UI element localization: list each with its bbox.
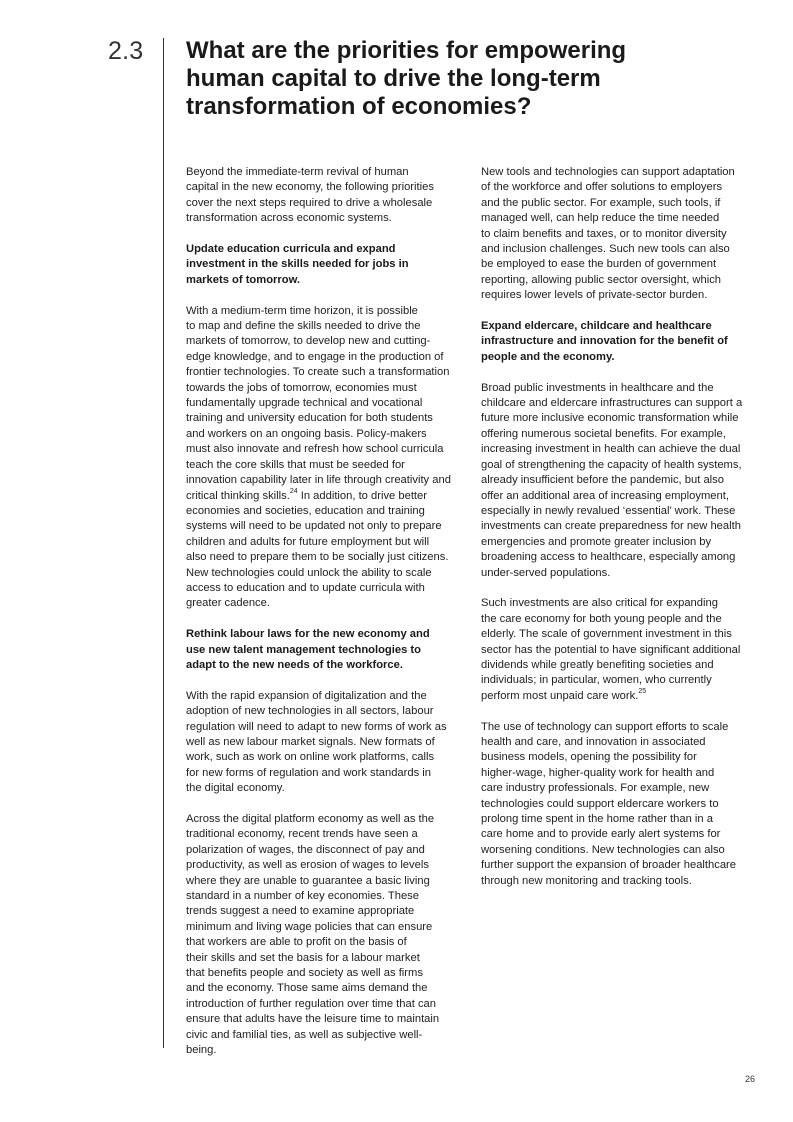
text-line: care industry professionals. For example, new [481,782,710,795]
text-line: Update education curricula and expand [186,243,396,256]
text-line: technologies could support eldercare workers to [481,797,719,810]
text-line: especially in newly revalued ‘essential’ work. These [481,504,736,517]
text-line: future more inclusive economic transformation while [481,412,739,425]
tools-paragraph [481,165,766,304]
text-line: economies and societies, education and training [186,504,425,517]
text-line: also need to prepare them to be socially just citizens. [186,551,449,564]
text-line: Broad public investments in healthcare and the [481,381,714,394]
text-line: edge knowledge, and to engage in the production of [186,350,444,363]
text-line: individuals; in particular, women, who currently [481,674,712,687]
text-line: the care economy for both young people and the [481,612,722,625]
text-line: emergencies and promote greater inclusion by [481,535,712,548]
text-line: must also innovate and refresh how school curricula [186,443,444,456]
text-line: markets of tomorrow, to develop new and cutting- [186,335,431,348]
text-line: minimum and living wage policies that can ensure [186,920,433,933]
text-line: that benefits people and society as well as firms [186,967,423,980]
text-line: and the economy. Those same aims demand the [186,982,428,995]
text-line: prolong time spent in the home rather than in a [481,813,713,825]
text-line: elderly. The scale of government investment in this [481,628,732,641]
text-line: increasing investment in health can achieve the dual [481,443,741,456]
text-line: adoption of new technologies in all sectors, labour [186,705,434,718]
text-line: work, such as work on online work platforms, calls [186,751,435,764]
text-line: markets of tomorrow. [186,273,300,286]
page-title [186,37,706,121]
text-line: offer an additional area of increasing employment, [481,489,729,502]
text-line: civic and familial ties, as well as subjective well- [186,1028,423,1041]
text-line: health and care, and innovation in associated [481,735,706,748]
text-line: under-served populations. [481,566,611,579]
text-line: of the workforce and offer solutions to employers [481,181,723,194]
text-line: traditional economy, recent trends have seen a [186,828,418,841]
text-line: for new forms of regulation and work standards in [186,766,432,779]
text-line: be employed to ease the burden of government [481,258,717,271]
text-line: care home and to provide early alert systems for [481,828,721,841]
text-line: broadening access to healthcare, especially among [481,551,736,564]
text-line: greater cadence. [186,597,270,610]
text-line: offering numerous societal benefits. For example, [481,427,726,440]
text-line: With a medium-term time horizon, it is possible [186,304,418,317]
text-line: introduction of further regulation over time that can [186,997,436,1010]
education-paragraph [186,304,471,612]
subheading-education [186,242,471,288]
text-line: investments can create preparedness for new health [481,520,741,533]
text-line: the digital economy. [186,782,285,795]
text-line: Expand eldercare, childcare and healthcare [481,320,712,333]
text-line: and the public sector. For example, such tools, if [481,196,721,209]
text-line: goal of strengthening the capacity of health systems, [481,458,742,471]
text-line: frontier technologies. To create such a transformation [186,366,450,379]
text-line: where they are unable to guarantee a basic living [186,874,430,887]
labour-paragraph [186,689,471,797]
text-line: regulation will need to adapt to new forms of work as [186,720,447,733]
text-line: innovation capability later in life through creativity and [186,474,451,487]
care-economy-paragraph [481,596,766,704]
text-line: worsening conditions. New technologies can also [481,843,725,856]
text-line: transformation of economies? [186,93,532,120]
text-line: well as new labour market signals. New formats of [186,735,435,748]
text-line: managed well, can help reduce the time needed [481,212,720,225]
text-line: adapt to the new needs of the workforce. [186,658,403,671]
text-line: transformation across economic systems. [186,212,392,225]
text-line: polarization of wages, the disconnect of pay and [186,843,425,856]
text-line: human capital to drive the long-term [186,65,601,92]
text-line: childcare and eldercare infrastructures can support a [481,397,743,410]
text-line: access to education and to update curricula with [186,581,425,594]
text-line: What are the priorities for empowering [186,37,627,64]
text-line: further support the expansion of broader healthcare [481,859,736,872]
text-line: being. [186,1044,217,1057]
text-line: The use of technology can support efforts to scale [481,720,729,733]
text-line: training and university education for both students [186,412,433,425]
care-investment-paragraph [481,381,766,581]
text-line: already insufficient before the pandemic, but also [481,474,724,487]
right-column [481,165,766,904]
text-line: Such investments are also critical for expanding [481,597,718,610]
page-number: 26 [744,1074,755,1084]
text-line: children and adults for future employment but will [186,535,430,548]
text-line: cover the next steps required to drive a wholesale [186,196,433,209]
text-line: investment in the skills needed for jobs in [186,258,409,271]
footnote-ref-24: 24 [289,487,298,495]
technology-care-paragraph [481,720,766,889]
text-line: requires lower levels of private-sector burden. [481,289,708,302]
text-line: to map and define the skills needed to drive the [186,320,421,333]
text-line: New tools and technologies can support adaptation [481,166,735,178]
text-line: and inclusion challenges. Such new tools can also [481,243,730,256]
wages-paragraph [186,812,471,1059]
vertical-divider [163,38,164,1048]
footnote-ref-25: 25 [638,688,647,696]
text-line: sector has the potential to have significant additional [481,643,741,656]
intro-paragraph [186,165,471,227]
text-line: use new talent management technologies to [186,643,421,656]
text-line: fundamentally upgrade technical and vocational [186,397,423,410]
text-line: higher-wage, higher-quality work for health and [481,766,715,779]
subheading-care [481,319,766,365]
text-line: New technologies could unlock the ability to scale [186,566,432,579]
left-column [186,165,471,1074]
text-line: With the rapid expansion of digitalization and the [186,689,427,702]
text-line: teach the core skills that must be seeded for [186,458,405,471]
text-line: dividends while greatly benefiting societies and [481,658,714,671]
footnote-line: perform most unpaid care work.$^{25}$ [481,688,647,702]
text-line: trends suggest a need to examine appropriate [186,905,415,918]
text-line: ensure that adults have the leisure time to maintain [186,1013,440,1026]
text-line: through new monitoring and tracking tools. [481,874,692,887]
text-line: standard in a number of key economies. These [186,890,419,903]
subheading-labour-laws [186,627,471,673]
section-number: 2.3 [108,37,144,65]
text-line: towards the jobs of tomorrow, economies must [186,381,417,394]
text-line: infrastructure and innovation for the benefit of [481,335,728,348]
footnote-line: critical thinking skills.$^{24}$ In addition, to drive better [186,487,427,502]
text-line: productivity, as well as erosion of wages to levels [186,859,429,872]
text-line: Rethink labour laws for the new economy and [186,628,430,641]
text-line: business models, opening the possibility for [481,751,697,764]
text-line: systems will need to be updated not only to prepare [186,520,442,533]
text-line: Across the digital platform economy as well as the [186,812,435,825]
text-line: to claim benefits and taxes, or to monitor diversity [481,227,727,240]
text-line: and workers on an ongoing basis. Policy-makers [186,427,427,440]
text-line: their skills and set the basis for a labour market [186,951,420,964]
text-line: people and the economy. [481,350,615,363]
text-line: capital in the new economy, the following priorities [186,181,434,194]
text-line: reporting, allowing public sector oversight, which [481,273,722,286]
text-line: that workers are able to profit on the basis of [186,936,407,949]
text-line: Beyond the immediate-term revival of human [186,166,409,178]
